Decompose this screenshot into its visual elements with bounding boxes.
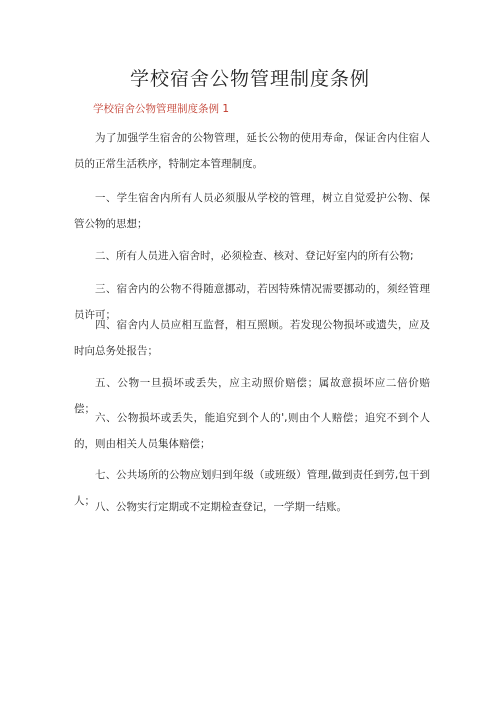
document-title: 学校宿舍公物管理制度条例: [129, 68, 370, 90]
rule-paragraph-7: 七、公共场所的公物应划归到年级（或班级）管理,做到责任到劳,包干到人；: [74, 469, 430, 507]
rule-paragraph-5: 五、公物一旦损坏或丢失，应主动照价赔偿；属故意损坏应二倍价赔偿；: [74, 377, 430, 415]
document-subtitle: 学校宿舍公物管理制度条例 1: [93, 103, 230, 115]
rule-paragraph-6: 六、公物损坏或丢失，能追究到个人的',则由个人赔偿；追究不到个人的，则由相关人员集体赔偿；: [74, 412, 430, 450]
intro-paragraph: 为了加强学生宿舍的公物管理，延长公物的使用寿命，保证舍内住宿人员的正常生活秩序，特制定本管理制度。: [74, 132, 430, 170]
rule-paragraph-8: 八、公物实行定期或不定期检查登记，一学期一结账。: [95, 501, 347, 513]
rule-paragraph-1: 一、学生宿舍内所有人员必须服从学校的管理，树立自觉爱护公物、保管公物的思想；: [74, 192, 430, 230]
rule-paragraph-3: 三、宿舍内的公物不得随意挪动，若因特殊情况需要挪动的，须经管理员许可；: [74, 283, 430, 321]
rule-paragraph-2: 二、所有人员进入宿舍时，必须检查、核对、登记好室内的所有公物;: [95, 250, 414, 262]
rule-paragraph-4: 四、宿舍内人员应相互监督，相互照顾。若发现公物损坏或遗失，应及时向总务处报告；: [74, 319, 430, 357]
